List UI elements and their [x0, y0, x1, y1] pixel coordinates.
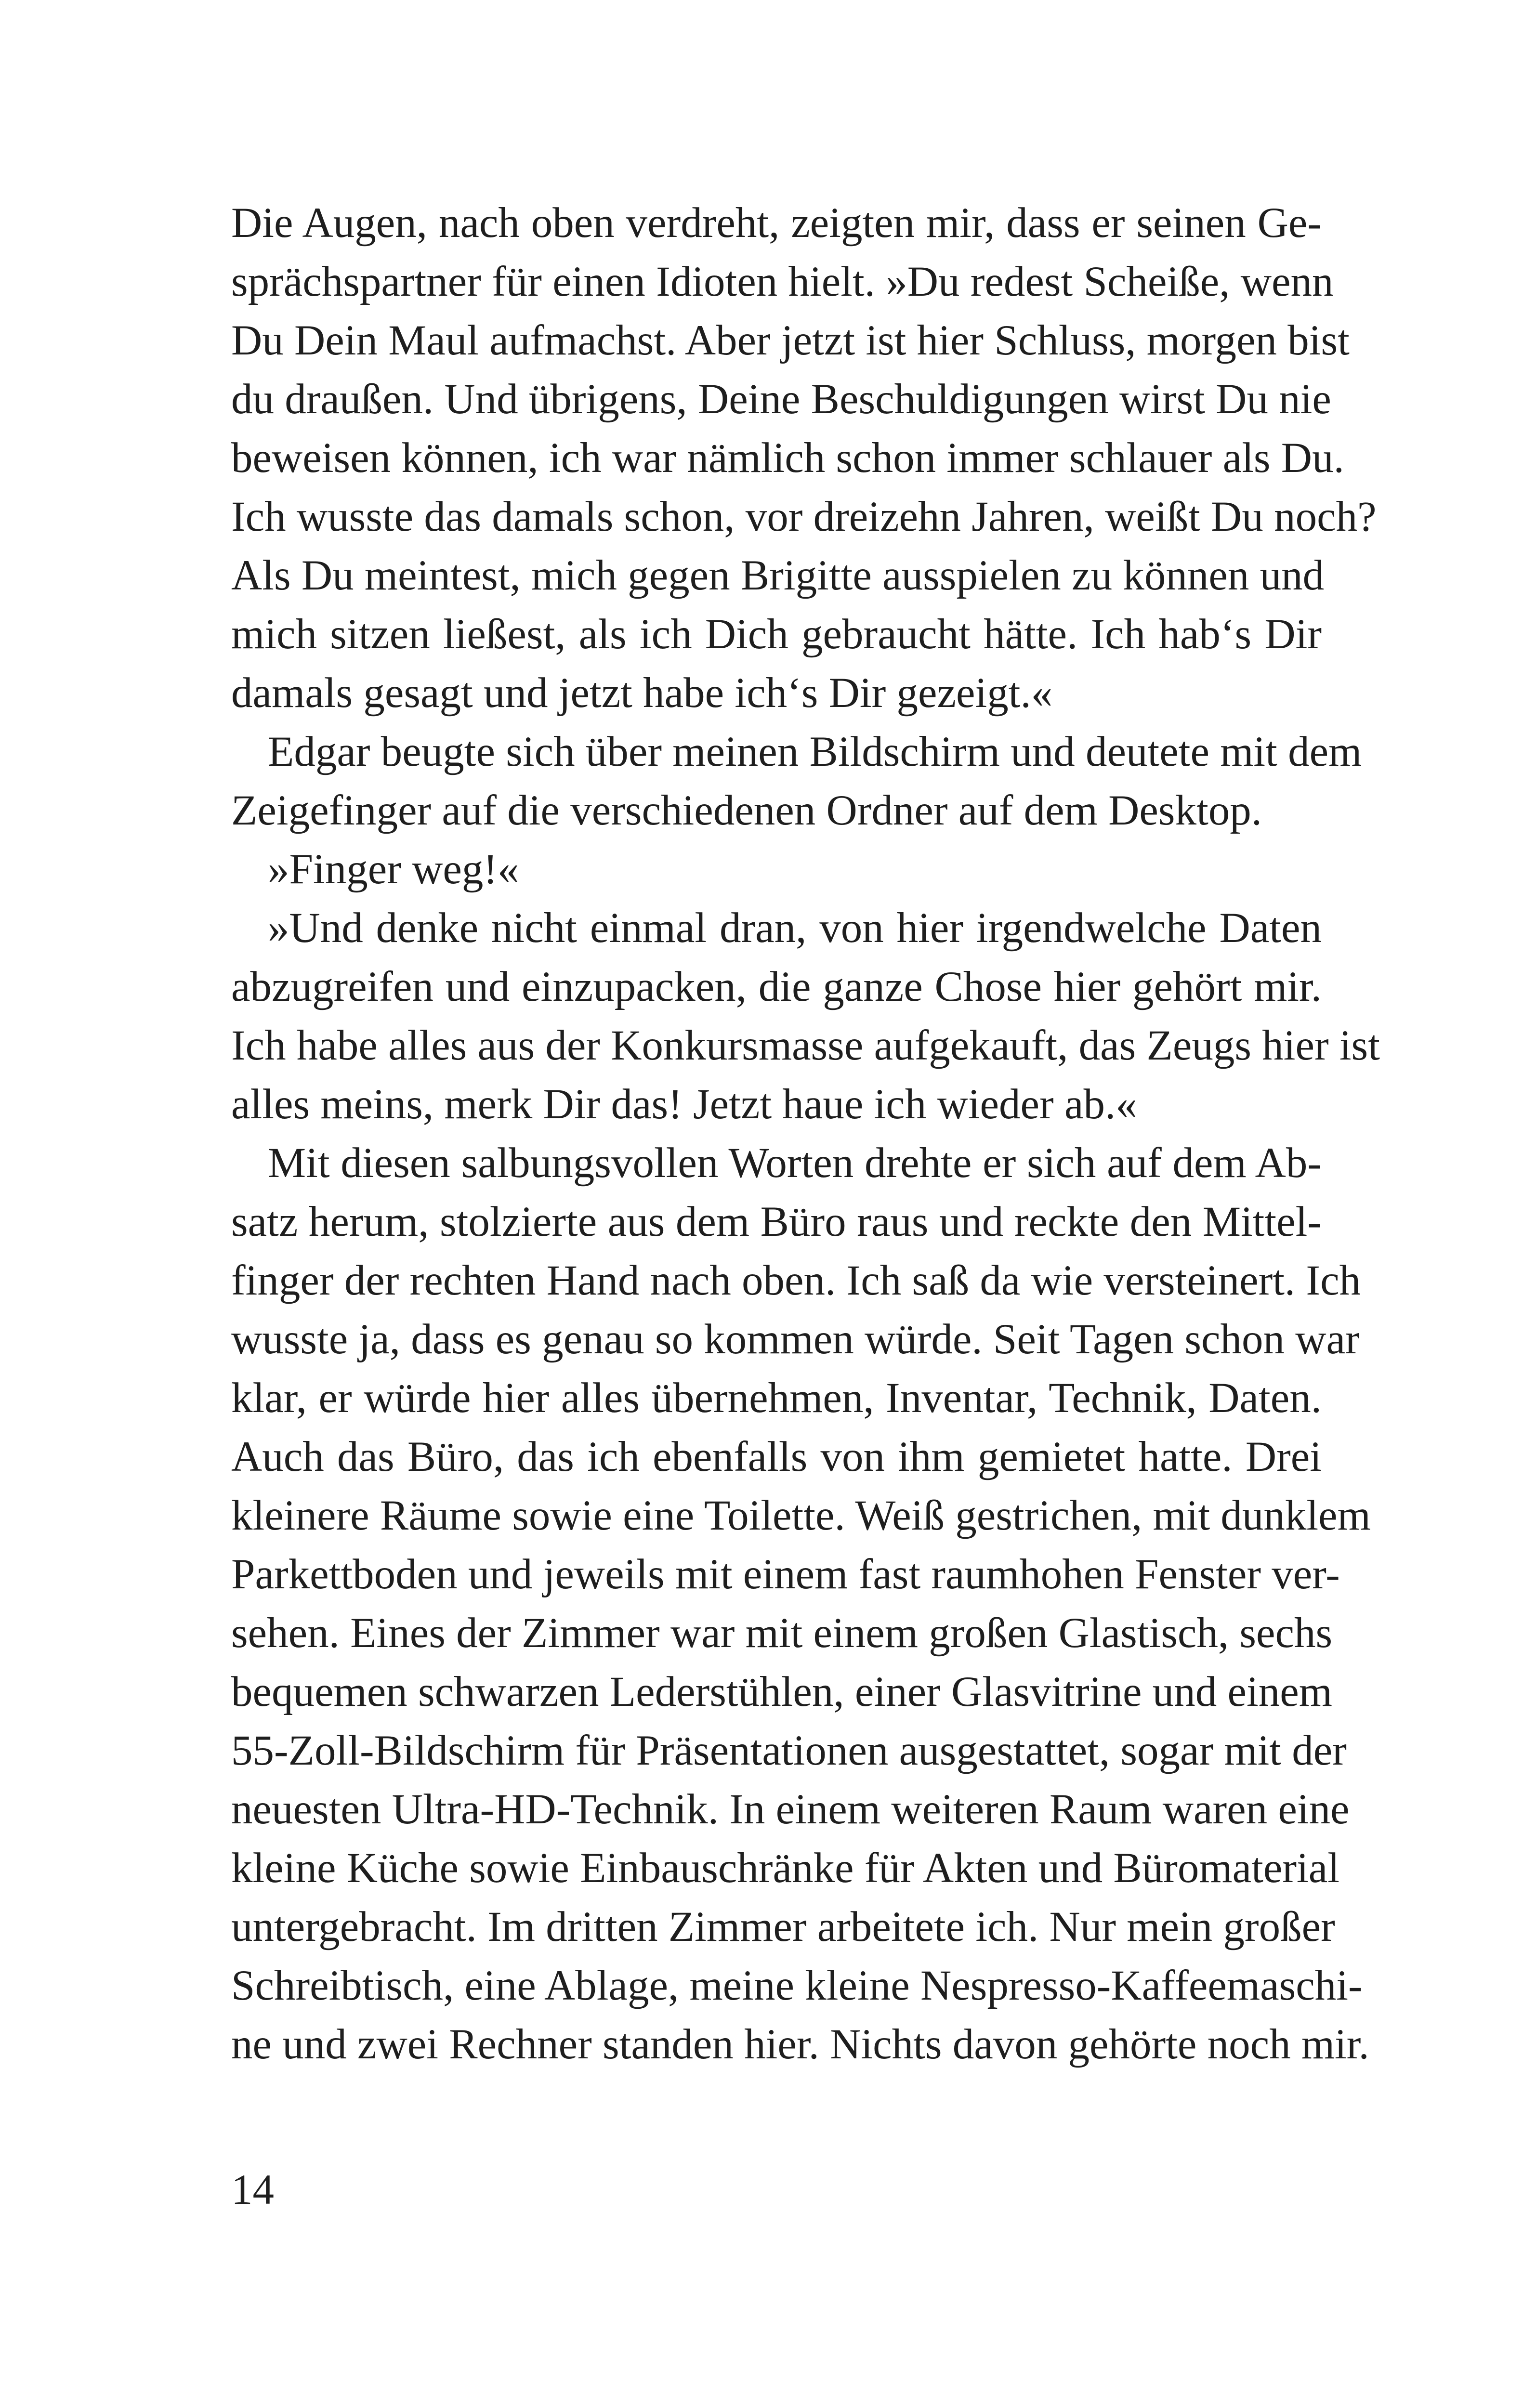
- text-line: damals gesagt und jetzt habe ich‘s Dir gezeigt.«: [231, 669, 1053, 717]
- text-line: wusste ja, dass es genau so kommen würde. Seit Tagen schon war: [231, 1316, 1360, 1363]
- text-line: Parkettboden und jeweils mit einem fast raumhohen Fenster ver-: [231, 1551, 1340, 1598]
- text-line: mich sitzen ließest, als ich Dich gebraucht hätte. Ich hab‘s Dir: [231, 611, 1322, 658]
- text-line: abzugreifen und einzupacken, die ganze Chose hier gehört mir.: [231, 963, 1322, 1010]
- text-line: 55-Zoll-Bildschirm für Präsentationen ausgestattet, sogar mit der: [231, 1727, 1347, 1774]
- text-line: kleine Küche sowie Einbauschränke für Akten und Büromaterial: [231, 1845, 1339, 1892]
- text-line: »Und denke nicht einmal dran, von hier irgendwelche Daten: [268, 904, 1322, 952]
- body-text: [231, 194, 1380, 2074]
- text-line: du draußen. Und übrigens, Deine Beschuldigungen wirst Du nie: [231, 376, 1331, 423]
- text-line: ne und zwei Rechner standen hier. Nichts davon gehörte noch mir.: [231, 2021, 1369, 2068]
- text-line: neuesten Ultra-HD-Technik. In einem weiteren Raum waren eine: [231, 1786, 1350, 1833]
- text-line: finger der rechten Hand nach oben. Ich saß da wie versteinert. Ich: [231, 1257, 1361, 1304]
- text-line: kleinere Räume sowie eine Toilette. Weiß gestrichen, mit dunklem: [231, 1492, 1371, 1539]
- text-line: beweisen können, ich war nämlich schon immer schlauer als Du.: [231, 434, 1344, 482]
- text-line: Als Du meintest, mich gegen Brigitte ausspielen zu können und: [231, 552, 1325, 599]
- text-line: Die Augen, nach oben verdreht, zeigten mir, dass er seinen Ge-: [231, 199, 1322, 247]
- text-line: »Finger weg!«: [268, 846, 519, 893]
- text-line: Schreibtisch, eine Ablage, meine kleine Nespresso-Kaffeemaschi-: [231, 1962, 1363, 2009]
- text-line: Du Dein Maul aufmachst. Aber jetzt ist hier Schluss, morgen bist: [231, 317, 1350, 364]
- text-line: sprächspartner für einen Idioten hielt. »Du redest Scheiße, wenn: [231, 258, 1334, 305]
- page-number: 14: [231, 2166, 274, 2213]
- text-line: Mit diesen salbungsvollen Worten drehte er sich auf dem Ab-: [268, 1139, 1322, 1187]
- text-line: Zeigefinger auf die verschiedenen Ordner auf dem Desktop.: [231, 787, 1262, 834]
- text-line: Ich habe alles aus der Konkursmasse aufgekauft, das Zeugs hier ist: [231, 1022, 1380, 1069]
- text-line: Ich wusste das damals schon, vor dreizehn Jahren, weißt Du noch?: [231, 493, 1377, 540]
- text-line: sehen. Eines der Zimmer war mit einem großen Glastisch, sechs: [231, 1610, 1333, 1657]
- text-line: Auch das Büro, das ich ebenfalls von ihm gemietet hatte. Drei: [231, 1433, 1322, 1480]
- text-line: bequemen schwarzen Lederstühlen, einer Glasvitrine und einem: [231, 1668, 1332, 1715]
- text-line: Edgar beugte sich über meinen Bildschirm und deutete mit dem: [268, 728, 1362, 775]
- text-line: satz herum, stolzierte aus dem Büro raus und reckte den Mittel-: [231, 1198, 1322, 1245]
- text-line: alles meins, merk Dir das! Jetzt haue ich wieder ab.«: [231, 1081, 1137, 1128]
- text-line: klar, er würde hier alles übernehmen, Inventar, Technik, Daten.: [231, 1374, 1322, 1422]
- text-line: untergebracht. Im dritten Zimmer arbeitete ich. Nur mein großer: [231, 1903, 1335, 1950]
